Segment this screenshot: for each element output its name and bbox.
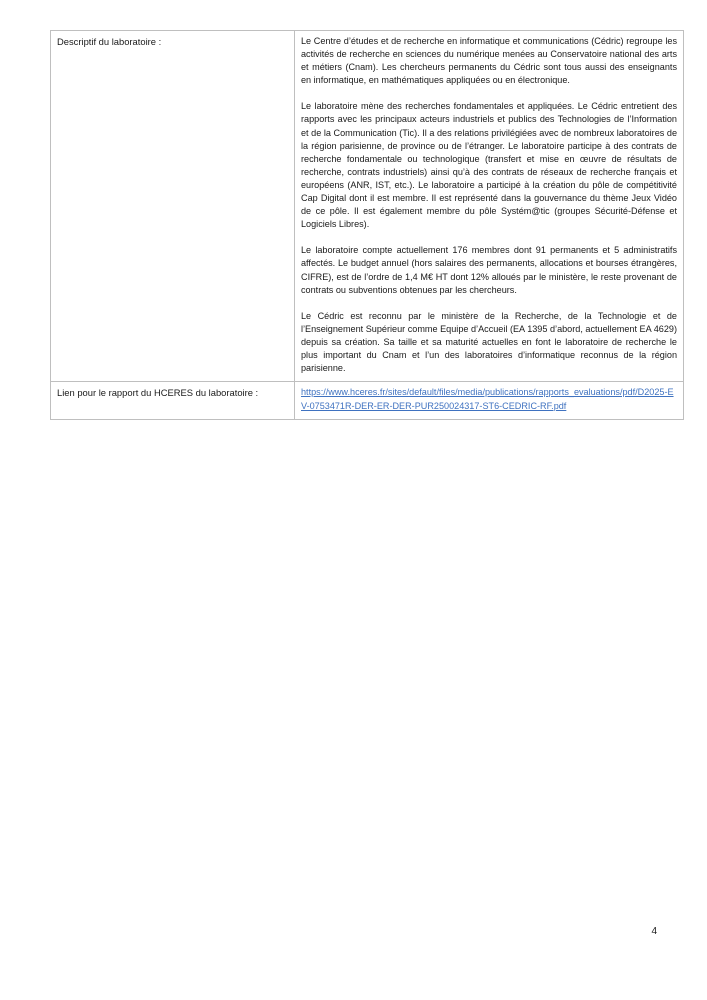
laboratory-info-table	[50, 30, 684, 420]
hceres-report-link[interactable]: https://www.hceres.fr/sites/default/files/media/publications/rapports_evaluations/pdf/D2025-EV-0753471R-DER-ER-DER-PUR250024317-ST6-CEDRIC-RF.pdf	[301, 387, 674, 411]
table-row-hceres-link	[51, 382, 684, 420]
row-label-hceres-link	[51, 382, 295, 420]
page-number: 4	[651, 926, 657, 937]
paragraph-presentation: Le Centre d’études et de recherche en informatique et communications (Cédric) regroupe les activités de recherche en sciences du numérique menées au Conservatoire national des arts et métiers (Cnam). Les chercheurs permanents du Cédric sont tous aussi des enseignants en informatique, en mathématiques appliquées ou en électronique.	[301, 36, 677, 86]
paragraph-research-activity: Le laboratoire mène des recherches fondamentales et appliquées. Le Cédric entretient des rapports avec les principaux acteurs industriels et publics des Technologies de l’Information et de la Communication (Tic). Il a des relations privilégiées avec de nombreux laboratoires de la région parisienne, de province ou de l’étranger. Le laboratoire participe à des contrats de recherche fondamentale ou technologique (transfert et mise en œuvre de résultats de recherche, contrats industriels) ainsi qu’à des contrats de réseaux de recherche français et européens (ANR, IST, etc.). Le laboratoire a participé à la création du pôle de compétitivité Cap Digital dont il est membre. Il est représenté dans la gouvernance du thème Jeux Vidéo de ce pôle. Il est également membre du pôle Systém@tic (groupes Sécurité-Défense et Logiciels Libres).	[301, 101, 677, 230]
row-value-descriptif	[295, 31, 684, 382]
label-text-descriptif: Descriptif du laboratoire :	[57, 36, 162, 47]
row-value-hceres-link	[295, 382, 684, 420]
table-row-descriptif	[51, 31, 684, 382]
row-label-descriptif	[51, 31, 295, 382]
label-text-hceres-link: Lien pour le rapport du HCERES du laboratoire :	[57, 387, 259, 399]
paragraph-recognition: Le Cédric est reconnu par le ministère de la Recherche, de la Technologie et de l’Enseignement Supérieur comme Equipe d’Accueil (EA 1395 d’abord, actuellement EA 4629) depuis sa création. Sa taille et sa maturité actuelles en font le laboratoire de recherche le plus important du Cnam et l’un des laboratoires d’informatique reconnus de la région parisienne.	[301, 310, 677, 374]
paragraph-members-budget: Le laboratoire compte actuellement 176 membres dont 91 permanents et 5 administratifs affectés. Le budget annuel (hors salaires des permanents, allocations et bourses étrangères, CIFRE), est de l’ordre de 1,4 M€ HT dont 12% alloués par le ministère, le reste provenant de contrats ou subventions obtenues par les chercheurs.	[301, 245, 677, 295]
